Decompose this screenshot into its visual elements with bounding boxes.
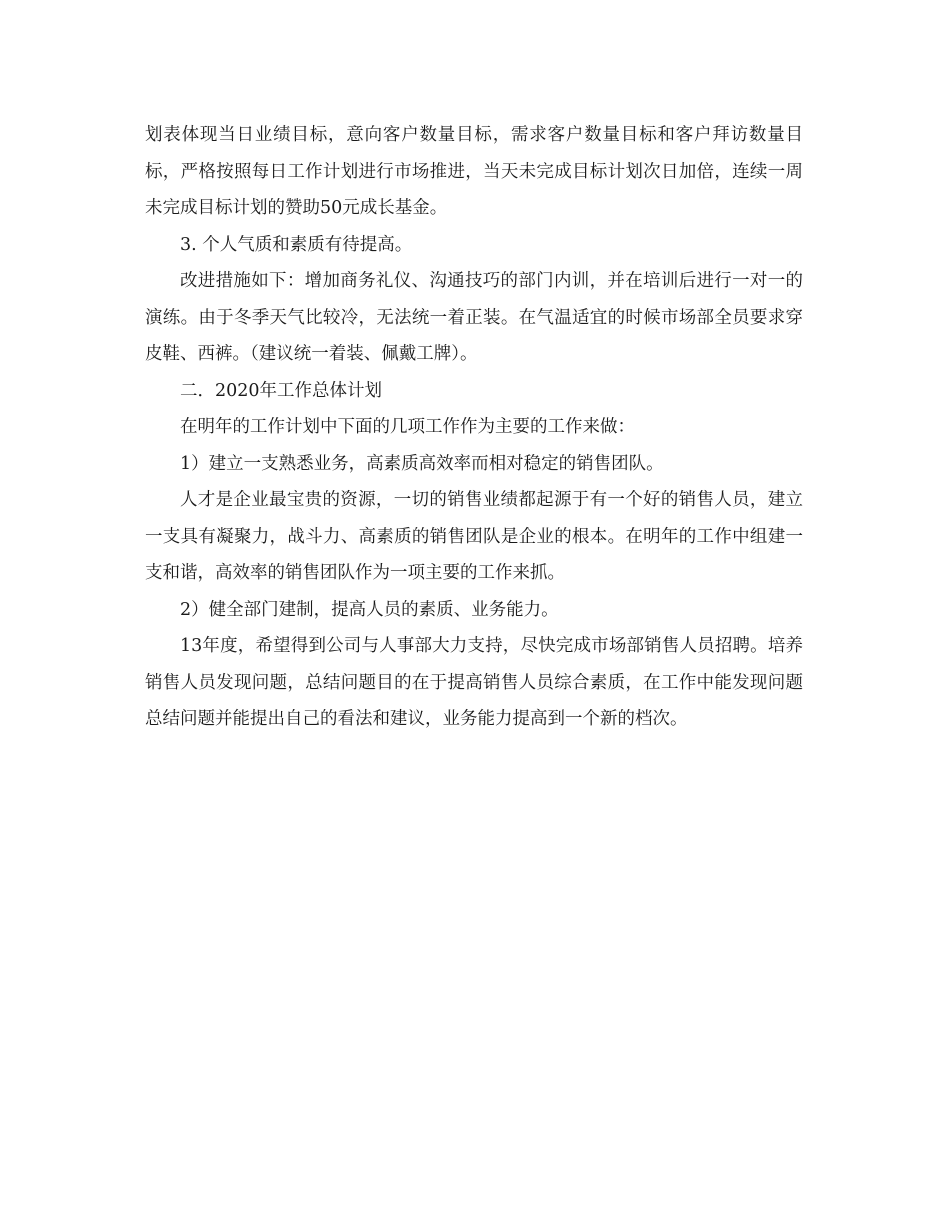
section-heading-2020-plan: 二．2020年工作总体计划 — [180, 380, 383, 401]
paragraph-talent: 人才是企业最宝贵的资源，一切的销售业绩都起源于有一个好的销售人员，建立一支具有凝聚力，战斗力、高素质的销售团队是企业的根本。在明年的工作中组建一支和谐，高效率的销售团队作为一项主要的工作来抓。 — [145, 490, 803, 583]
paragraph-item-3-heading: 3. 个人气质和素质有待提高。 — [180, 234, 413, 255]
document-body — [145, 117, 803, 738]
paragraph-item-2-heading: 2）健全部门建制，提高人员的素质、业务能力。 — [180, 599, 559, 620]
paragraph-improvement-measures: 改进措施如下：增加商务礼仪、沟通技巧的部门内训，并在培训后进行一对一的演练。由于冬季天气比较冷，无法统一着正装。在气温适宜的时候市场部全员要求穿皮鞋、西裤。（建议统一着装、佩戴工牌）。 — [145, 271, 803, 364]
paragraph-item-1-heading: 1）建立一支熟悉业务，高素质高效率而相对稳定的销售团队。 — [180, 453, 664, 474]
paragraph-plan-intro: 在明年的工作计划中下面的几项工作作为主要的工作来做： — [180, 417, 635, 437]
paragraph-annual-goal: 13年度，希望得到公司与人事部大力支持，尽快完成市场部销售人员招聘。培养销售人员发现问题，总结问题目的在于提高销售人员综合素质，在工作中能发现问题总结问题并能提出自己的看法和建议，业务能力提高到一个新的档次。 — [145, 636, 803, 729]
paragraph-continuation: 划表体现当日业绩目标，意向客户数量目标，需求客户数量目标和客户拜访数量目标，严格按照每日工作计划进行市场推进，当天未完成目标计划次日加倍，连续一周未完成目标计划的赞助50元成长基金。 — [145, 125, 803, 218]
